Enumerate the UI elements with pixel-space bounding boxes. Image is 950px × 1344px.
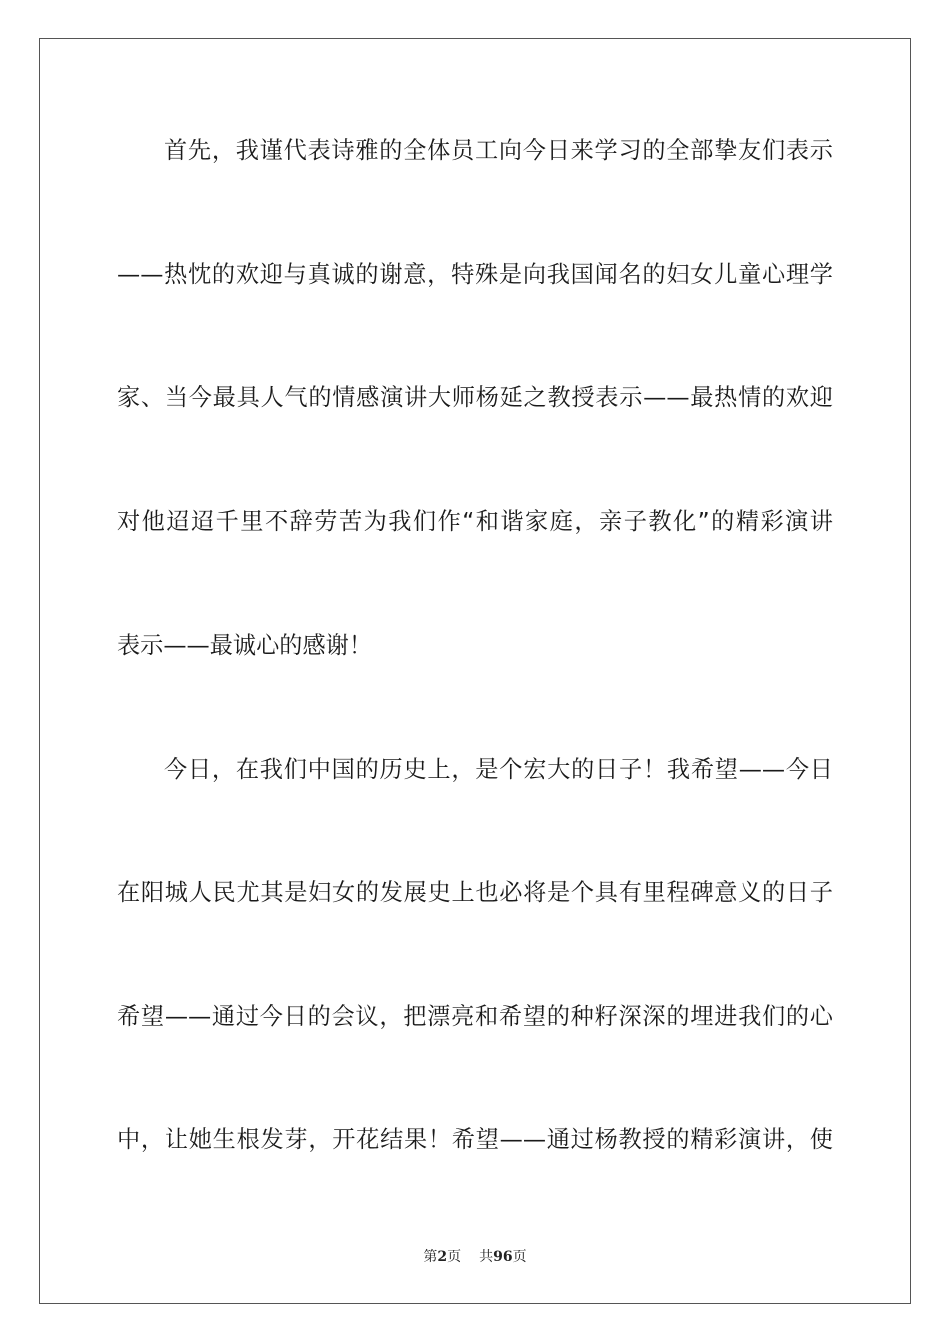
text-line: 首先，我谨代表诗雅的全体员工向今日来学习的全部挚友们表示 (164, 137, 833, 164)
text-line: 家、当今最具人气的情感演讲大师杨延之教授表示——最热情的欢迎 (117, 384, 833, 411)
text-line: 中，让她生根发芽，开花结果！希望——通过杨教授的精彩演讲，使 (117, 1126, 833, 1153)
text-line: ——热忱的欢迎与真诚的谢意，特殊是向我国闻名的妇女儿童心理学 (117, 261, 833, 288)
text-line: 表示——最诚心的感谢！ (117, 632, 373, 659)
page-suffix: 页 (447, 1249, 462, 1265)
text-line: 在阳城人民尤其是妇女的发展史上也必将是个具有里程碑意义的日子 (117, 879, 833, 906)
page-border (39, 38, 911, 1304)
total-suffix: 页 (512, 1249, 527, 1265)
total-prefix: 共 (479, 1249, 494, 1265)
text-line: 对他迢迢千里不辞劳苦为我们作“和谐家庭，亲子教化”的精彩演讲 (117, 508, 833, 535)
total-pages: 96 (493, 1249, 513, 1265)
page-number: 2 (437, 1249, 448, 1265)
text-line: 希望——通过今日的会议，把漂亮和希望的种籽深深的埋进我们的心 (117, 1003, 833, 1030)
text-line: 今日，在我们中国的历史上，是个宏大的日子！我希望——今日 (164, 756, 833, 783)
page-prefix: 第 (423, 1249, 438, 1265)
page-footer (0, 1245, 950, 1269)
